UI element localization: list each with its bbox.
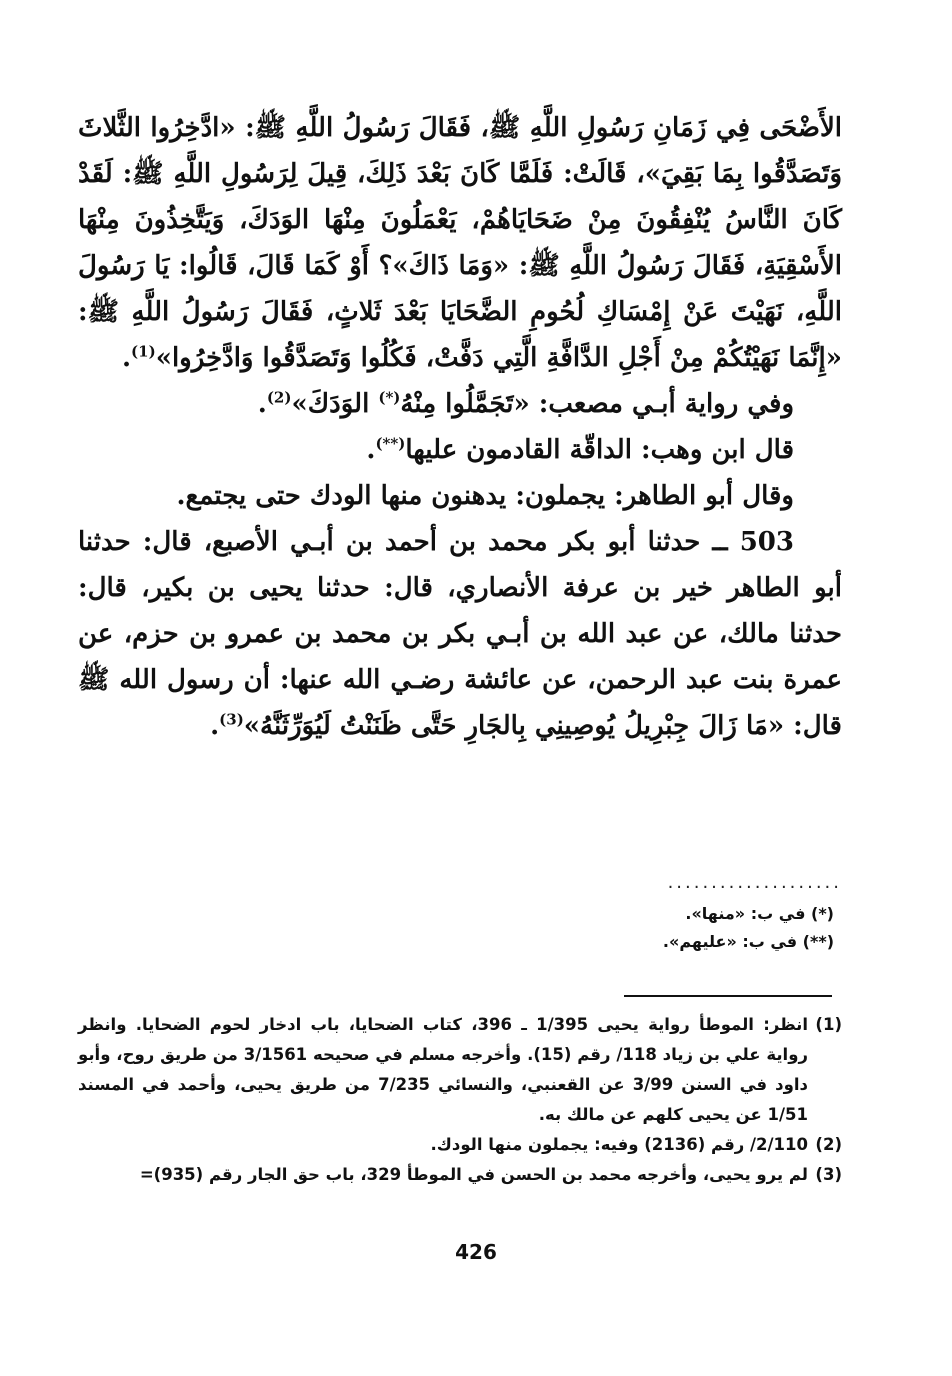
footnotes bbox=[78, 1010, 842, 1190]
footnote-divider bbox=[624, 995, 832, 997]
hadith-502-paragraph: الأَضْحَى فِي زَمَانِ رَسُولِ اللَّهِ ﷺ، فَقَالَ رَسُولُ اللَّهِ ﷺ: «ادَّخِرُوا الثَّلاثَ وَتَصَدَّقُوا بِمَا بَقِيَ»، قَالَتْ: فَلَمَّا كَانَ بَعْدَ ذَلِكَ، قِيلَ لِرَسُولِ اللَّهِ ﷺ: لَقَدْ كَانَ النَّاسُ يُنْفِقُونَ مِنْ ضَحَايَاهُمْ، يَعْمَلُونَ مِنْهَا الوَدَكَ، وَيَتَّخِذُونَ مِنْهَا الأَسْقِيَةِ، فَقَالَ رَسُولُ اللَّهِ ﷺ: «وَمَا ذَاكَ»؟ أَوْ كَمَا قَالَ، قَالُوا: يَا رَسُولَ اللَّهِ، نَهَيْتَ عَنْ إِمْسَاكِ لُحُومِ الضَّحَايَا بَعْدَ ثَلاثٍ، فَقَالَ رَسُولُ اللَّهِ ﷺ: «إِنَّمَا نَهَيْتُكُمْ مِنْ أَجْلِ الدَّافَّةِ الَّتِي دَفَّتْ، فَكُلُوا وَتَصَدَّقُوا وَادَّخِرُوا»$^{(1)}$. bbox=[78, 113, 842, 373]
abu-musab-suffix: الوَدَكَ» bbox=[291, 389, 379, 419]
abu-musab-prefix: وفي رواية أبـي مصعب: «تَجَمَّلُوا مِنْهُ bbox=[400, 389, 794, 419]
footnote-text: انظر: الموطأ رواية يحيى 1/395 ـ 396، كتاب الضحايا، باب ادخار لحوم الضحايا. وانظر رواية علي بن زياد 118/ رقم (15). وأخرجه مسلم في صحيحه 3/1561 من طريق روح، وأبو داود في السنن 3/99 عن القعنبي، والنسائي 7/235 من طريق يحيى، وأحمد في المسند 1/51 عن يحيى كلهم عن مالك به. bbox=[78, 1015, 808, 1124]
footnote-ref-3: (3) bbox=[219, 710, 244, 729]
main-text-block bbox=[78, 105, 842, 749]
variant-ref-double-star: (**) bbox=[375, 434, 406, 453]
variant-ref-star: (*) bbox=[378, 388, 401, 407]
footnote-number: (3) bbox=[815, 1165, 842, 1184]
hadith-503-text: ــ حدثنا أبو بكر محمد بن أحمد بن أبـي الأصبع، قال: حدثنا أبو الطاهر خير بن عرفة الأنصاري، قال: حدثنا يحيى بن بكير، قال: حدثنا مالك، عن عبد الله بن أبـي بكر بن محمد بن عمرو بن حزم، عن عمرة بنت عبد الرحمن، عن عائشة رضـي الله عنها: أن رسول الله ﷺ قال: «مَا زَالَ جِبْرِيلُ يُوصِينِي بِالجَارِ حَتَّى ظَنَنْتُ لَيُوَرِّثَنَّهُ» bbox=[78, 527, 842, 741]
variant-note-mark: (**) bbox=[802, 932, 834, 951]
variant-note bbox=[663, 928, 834, 956]
variant-notes bbox=[663, 900, 834, 956]
separator-dots: .................... bbox=[667, 872, 842, 893]
footnote bbox=[78, 1160, 842, 1190]
abu-tahir-paragraph bbox=[78, 473, 842, 519]
abu-tahir-text: وقال أبو الطاهر: يجملون: يدهنون منها الودك حتى يجتمع. bbox=[176, 481, 794, 511]
footnote-number: (2) bbox=[815, 1135, 842, 1154]
hadith-503-number: 503 bbox=[739, 527, 794, 557]
hadith-503-paragraph: 503 ــ حدثنا أبو بكر محمد بن أحمد بن أبـي الأصبع، قال: حدثنا أبو الطاهر خير بن عرفة الأنصاري، قال: حدثنا يحيى بن بكير، قال: حدثنا مالك، عن عبد الله بن أبـي بكر بن محمد بن عمرو بن حزم، عن عمرة بنت عبد الرحمن، عن عائشة رضـي الله عنها: أن رسول الله ﷺ قال: «مَا زَالَ جِبْرِيلُ يُوصِينِي بِالجَارِ حَتَّى ظَنَنْتُ لَيُوَرِّثَنَّهُ»$^{(3)}$. bbox=[78, 527, 842, 741]
footnote-ref-2: (2) bbox=[266, 388, 292, 407]
ibn-wahb-text: قال ابن وهب: الداقّة القادمون عليها bbox=[405, 435, 794, 465]
abu-musab-paragraph: وفي رواية أبـي مصعب: «تَجَمَّلُوا مِنْهُ(*) الوَدَكَ»$^{(2)}$. bbox=[257, 388, 794, 419]
footnote-ref-1: (1) bbox=[131, 342, 156, 361]
hadith-502-text: الأَضْحَى فِي زَمَانِ رَسُولِ اللَّهِ ﷺ، فَقَالَ رَسُولُ اللَّهِ ﷺ: «ادَّخِرُوا الثَّلاثَ وَتَصَدَّقُوا بِمَا بَقِيَ»، قَالَتْ: فَلَمَّا كَانَ بَعْدَ ذَلِكَ، قِيلَ لِرَسُولِ اللَّهِ ﷺ: لَقَدْ كَانَ النَّاسُ يُنْفِقُونَ مِنْ ضَحَايَاهُمْ، يَعْمَلُونَ مِنْهَا الوَدَكَ، وَيَتَّخِذُونَ مِنْهَا الأَسْقِيَةِ، فَقَالَ رَسُولُ اللَّهِ ﷺ: «وَمَا ذَاكَ»؟ أَوْ كَمَا قَالَ، قَالُوا: يَا رَسُولَ اللَّهِ، نَهَيْتَ عَنْ إِمْسَاكِ لُحُومِ الضَّحَايَا بَعْدَ ثَلاثٍ، فَقَالَ رَسُولُ اللَّهِ ﷺ: «إِنَّمَا نَهَيْتُكُمْ مِنْ أَجْلِ الدَّافَّةِ الَّتِي دَفَّتْ، فَكُلُوا وَتَصَدَّقُوا وَادَّخِرُوا» bbox=[78, 113, 842, 373]
variant-note bbox=[663, 900, 834, 928]
footnote-text: 2/110/ رقم (2136) وفيه: يجملون منها الودك. bbox=[430, 1135, 808, 1154]
footnote-text: لم يرو يحيى، وأخرجه محمد بن الحسن في الموطأ 329، باب حق الجار رقم (935)= bbox=[139, 1165, 808, 1184]
footnote bbox=[78, 1010, 842, 1130]
page-number: 426 bbox=[455, 1240, 497, 1264]
variant-note-text: في ب: «منها». bbox=[685, 904, 806, 923]
footnote-number: (1) bbox=[815, 1015, 842, 1034]
footnote bbox=[78, 1130, 842, 1160]
variant-note-text: في ب: «عليهم». bbox=[662, 932, 798, 951]
ibn-wahb-paragraph: قال ابن وهب: الداقّة القادمون عليها(**). bbox=[366, 434, 794, 465]
variant-note-mark: (*) bbox=[811, 904, 834, 923]
